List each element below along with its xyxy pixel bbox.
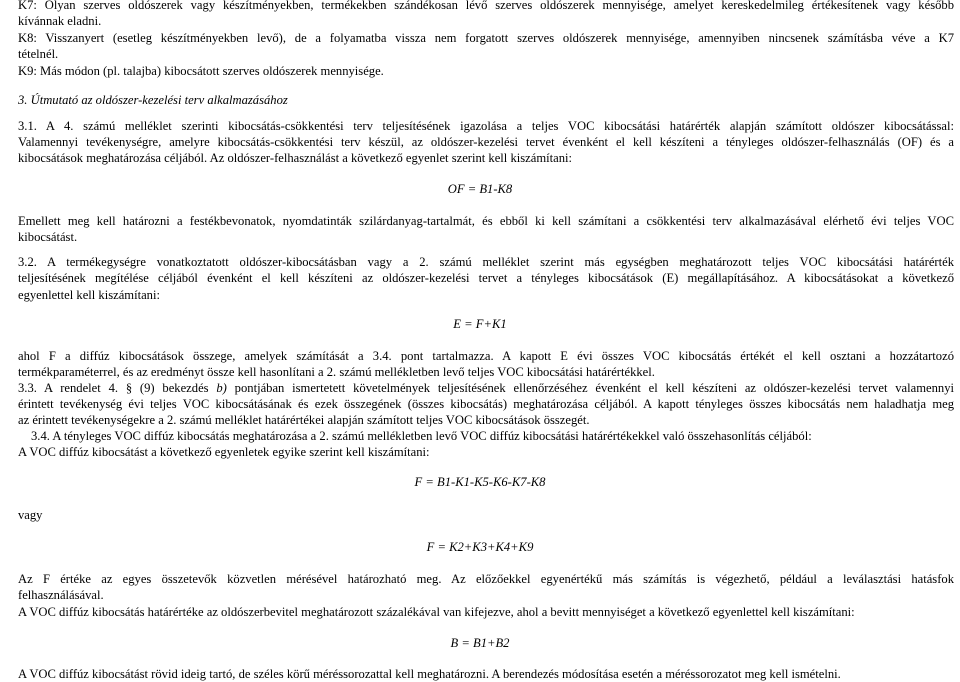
k8-definition-line1: K8: Visszanyert (esetleg készítményekben levő), de a folyamatba vissza nem forgatott szerves oldószerek mennyisége, amennyiben nincsenek számításba véve a K7 (18, 31, 954, 45)
vagy-text: vagy (18, 508, 43, 522)
para-3-2-line3: egyenlettel kell kiszámítani: (18, 288, 160, 302)
para-meressorozat: A VOC diffúz kibocsátást rövid ideig tartó, de széles körű méréssorozattal kell meghatározni. A berendezés módosítása esetén a méréssorozatot meg kell ismételni. (18, 667, 841, 681)
formula-f2: F = K2+K3+K4+K9 (426, 540, 534, 554)
para-3-3-line1 (18, 380, 954, 396)
para-ahol-line1: ahol F a diffúz kibocsátások összege, amelyek számítását a 3.4. pont tartalmazza. A kapott E évi összes VOC kibocsátás értékét el kell osztani a hozzátartozó (18, 349, 954, 363)
para-f-erteke-line1: Az F értéke az egyes összetevők közvetlen mérésével határozható meg. Az előzőekkel egyenértékű más számítás is végezhető, például a leválasztási hatásfok (18, 572, 954, 586)
para-3-3-text-a: 3.3. A rendelet 4. § (9) bekezdés (18, 381, 217, 395)
para-3-3-text-b: b) (216, 381, 227, 395)
formula-f1: F = B1-K1-K5-K6-K7-K8 (414, 475, 546, 489)
k7-definition-line2: kívánnak eladni. (18, 14, 102, 28)
para-3-3-line2: érintett tevékenység évi teljes VOC kibocsátásának és ezek összegének (összes kibocsátás) meghatározása céljából. A kapott tényleges összes kibocsátás nem haladhatja meg (18, 397, 954, 411)
para-emellett-line1: Emellett meg kell határozni a festékbevonatok, nyomdatinták szilárdanyag-tartalmát, és ebből ki kell számítani a csökkentési terv alkalmazásával elérhető évi teljes VOC (18, 214, 954, 228)
para-emellett-line2: kibocsátást. (18, 230, 78, 244)
para-f-erteke-line2: felhasználásával. (18, 588, 104, 602)
k8-definition-line2: tételnél. (18, 47, 59, 61)
k9-definition: K9: Más módon (pl. talajba) kibocsátott szerves oldószerek mennyisége. (18, 64, 384, 78)
formula-b: B = B1+B2 (450, 636, 510, 650)
para-3-3-text-c: pontjában ismertetett követelmények teljesítésének ellenőrzéséhez évenként el kell készíteni az oldószer-kezelési tervet valamennyi (226, 381, 954, 395)
para-3-1-line2: Valamennyi tevékenységre, amelyre kibocsátás-csökkentési terv készül, az oldószer-kezelési tervet évenként el kell készíteni a tényleges oldószer-felhasználás (OF) és a (18, 135, 954, 149)
para-3-4-line2: A VOC diffúz kibocsátást a következő egyenletek egyike szerint kell kiszámítani: (18, 445, 430, 459)
para-ahol-line2: termékparaméterrel, és az eredményt össze kell hasonlítani a 2. számú mellékletben levő teljes VOC kibocsátási határértékkel. (18, 365, 655, 379)
para-3-1-line1: 3.1. A 4. számú melléklet szerinti kibocsátás-csökkentési terv teljesítésének igazolása a teljes VOC kibocsátási határérték alapján számított oldószer kibocsátással: (18, 119, 954, 133)
section-3-heading: 3. Útmutató az oldószer-kezelési terv alkalmazásához (18, 93, 288, 107)
para-3-3-line3: az érintett tevékenységekre a 2. számú melléklet határértékei alapján számított teljes VOC kibocsátások összegét. (18, 413, 590, 427)
para-3-4-line1: 3.4. A tényleges VOC diffúz kibocsátás meghatározása a 2. számú mellékletben levő VOC diffúz kibocsátási határértékekkel való összehasonlítás céljából: (31, 429, 812, 443)
para-3-2-line2: teljesítésének megítélése céljából évenként el kell készíteni az oldószer-kezelési tervet a tényleges kibocsátások (E) megállapításához. A kibocsátásokat a következő (18, 271, 954, 285)
para-bevitel: A VOC diffúz kibocsátás határértéke az oldószerbevitel meghatározott százalékával van kifejezve, ahol a bevitt mennyiséget a következő egyenlettel kell kiszámítani: (18, 605, 855, 619)
para-3-2-line1: 3.2. A termékegységre vonatkoztatott oldószer-kibocsátásban vagy a 2. számú melléklet szerint más egységben meghatározott teljes VOC kibocsátási határérték (18, 255, 954, 269)
k7-definition-line1: K7: Olyan szerves oldószerek vagy készítményekben, termékekben szándékosan lévő szerves oldószerek mennyisége, amelyet kereskedelmileg értékesítenek vagy később (18, 0, 954, 12)
para-3-1-line3: kibocsátások meghatározása céljából. Az oldószer-felhasználást a következő egyenlet szerint kell kiszámítani: (18, 151, 573, 165)
formula-of: OF = B1-K8 (447, 182, 513, 196)
formula-e: E = F+K1 (453, 317, 507, 331)
